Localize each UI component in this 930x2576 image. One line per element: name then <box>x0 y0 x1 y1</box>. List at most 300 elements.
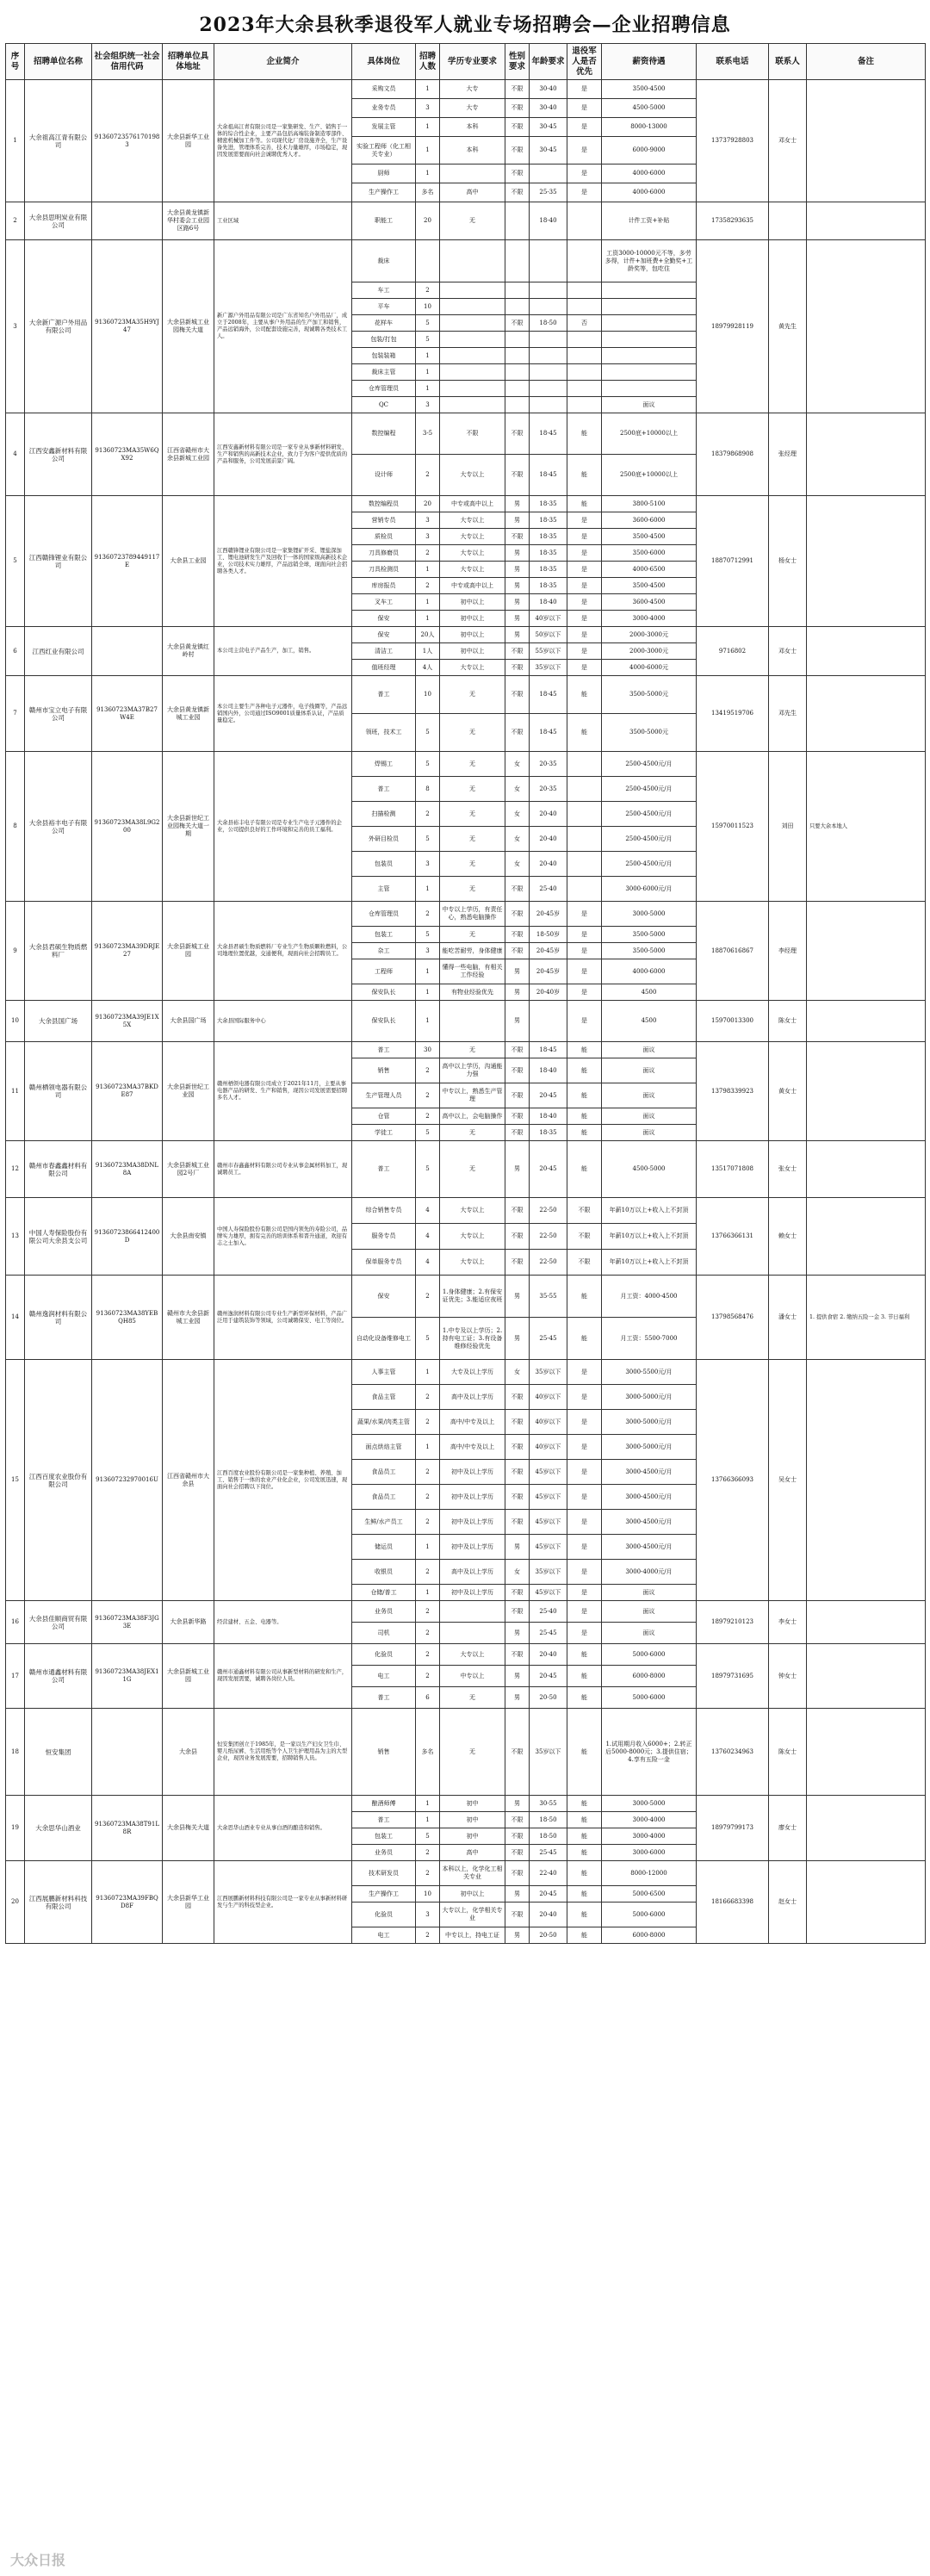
column-header: 招聘单位名称 <box>25 44 92 80</box>
job-title: 电工 <box>352 1666 416 1687</box>
remark <box>807 1644 926 1709</box>
education-requirement: 初中及以上学历 <box>440 1485 505 1510</box>
veteran-priority: 是 <box>567 1435 602 1460</box>
salary: 4000-6000 <box>602 164 697 183</box>
job-title: 厨师 <box>352 164 416 183</box>
veteran-priority: 是 <box>567 1001 602 1042</box>
headcount: 5 <box>416 332 440 348</box>
gender-requirement: 不限 <box>505 927 530 943</box>
company-intro: 本公司主要生产各种电子元器件，电子线圈等，产品远销国内外，公司通过ISO9001质量体系认证，产品质量稳定。 <box>214 676 352 752</box>
education-requirement: 初中以上 <box>440 627 505 643</box>
contact-name: 陈女士 <box>769 1001 807 1042</box>
remark <box>807 1601 926 1644</box>
company-intro: 赣州逸润材料有限公司专业生产新型环保材料，产品广泛用于建筑装饰等领域，公司诚聘保安、电工等岗位。 <box>214 1276 352 1360</box>
age-requirement: 30-55 <box>530 1796 567 1812</box>
gender-requirement: 不限 <box>505 1585 530 1601</box>
education-requirement: 初中以上 <box>440 1886 505 1903</box>
headcount: 20人 <box>416 627 440 643</box>
salary: 面议 <box>602 1042 697 1058</box>
gender-requirement: 不限 <box>505 943 530 959</box>
education-requirement: 大专以上，化学相关专业 <box>440 1903 505 1927</box>
veteran-priority: 是 <box>567 643 602 660</box>
contact-name: 杨女士 <box>769 496 807 627</box>
age-requirement: 30-40 <box>530 99 567 118</box>
veteran-priority: 是 <box>567 943 602 959</box>
job-title: 业务专员 <box>352 99 416 118</box>
age-requirement: 18-35 <box>530 562 567 578</box>
gender-requirement: 不限 <box>505 413 530 455</box>
veteran-priority: 是 <box>567 1623 602 1644</box>
headcount: 5 <box>416 927 440 943</box>
education-requirement <box>440 299 505 315</box>
remark <box>807 627 926 676</box>
veteran-priority: 能 <box>567 1042 602 1058</box>
headcount: 2 <box>416 1666 440 1687</box>
headcount: 4人 <box>416 660 440 676</box>
veteran-priority: 是 <box>567 80 602 99</box>
column-header: 招聘人数 <box>416 44 440 80</box>
job-title: 生产管理人员 <box>352 1083 416 1108</box>
salary: 面议 <box>602 1601 697 1623</box>
job-title: 发展主管 <box>352 118 416 137</box>
gender-requirement: 女 <box>505 752 530 777</box>
veteran-priority: 能 <box>567 1644 602 1666</box>
education-requirement: 中专以上，熟悉生产管理 <box>440 1083 505 1108</box>
age-requirement: 18-35 <box>530 496 567 512</box>
gender-requirement <box>505 332 530 348</box>
company-intro: 本公司主营电子产品生产，加工，销售。 <box>214 627 352 676</box>
company-name: 江西红业有限公司 <box>25 627 92 676</box>
veteran-priority <box>567 381 602 397</box>
headcount: 20 <box>416 202 440 240</box>
job-title: 普工 <box>352 777 416 802</box>
company-name: 大余县君硕生物质燃料厂 <box>25 902 92 1001</box>
company-name: 大余思华山酒业 <box>25 1796 92 1861</box>
company-address: 大余县黄龙镇新华村委会工业园区路6号 <box>163 202 214 240</box>
headcount: 1 <box>416 594 440 611</box>
age-requirement: 22-40 <box>530 1861 567 1886</box>
gender-requirement: 男 <box>505 1141 530 1198</box>
education-requirement: 懂得一些电脑，有相关工作经验 <box>440 959 505 984</box>
remark <box>807 80 926 202</box>
company-address: 大余县 <box>163 1709 214 1796</box>
contact-phone: 13737928803 <box>697 80 769 202</box>
age-requirement: 45岁以下 <box>530 1485 567 1510</box>
gender-requirement: 不限 <box>505 1042 530 1058</box>
headcount: 1 <box>416 80 440 99</box>
job-title: 保单服务专员 <box>352 1250 416 1276</box>
headcount: 2 <box>416 545 440 562</box>
veteran-priority: 是 <box>567 183 602 202</box>
headcount: 多名 <box>416 1709 440 1796</box>
education-requirement <box>440 315 505 332</box>
job-title: 清洁工 <box>352 643 416 660</box>
salary: 3000-5000元/月 <box>602 1385 697 1410</box>
veteran-priority: 能 <box>567 1812 602 1828</box>
table-header-row <box>6 44 926 80</box>
company-number: 12 <box>6 1141 25 1198</box>
salary: 4000-6000 <box>602 183 697 202</box>
company-name: 赣州市通鑫材料有限公司 <box>25 1644 92 1709</box>
job-title: 车工 <box>352 282 416 299</box>
veteran-priority: 是 <box>567 984 602 1001</box>
gender-requirement: 男 <box>505 594 530 611</box>
gender-requirement: 男 <box>505 1318 530 1360</box>
education-requirement: 大专以上 <box>440 529 505 545</box>
salary: 面议 <box>602 1058 697 1083</box>
veteran-priority: 能 <box>567 1141 602 1198</box>
contact-name: 刘田 <box>769 752 807 902</box>
age-requirement: 45岁以下 <box>530 1510 567 1535</box>
veteran-priority <box>567 777 602 802</box>
column-header: 企业简介 <box>214 44 352 80</box>
job-title: 保安队长 <box>352 1001 416 1042</box>
gender-requirement: 男 <box>505 1886 530 1903</box>
veteran-priority: 是 <box>567 1410 602 1435</box>
education-requirement: 有物业经验优先 <box>440 984 505 1001</box>
contact-name: 张经理 <box>769 413 807 496</box>
headcount: 1 <box>416 1585 440 1601</box>
gender-requirement: 不限 <box>505 1410 530 1435</box>
age-requirement: 40岁以下 <box>530 1385 567 1410</box>
veteran-priority: 能 <box>567 1666 602 1687</box>
company-name: 大余县思明炭业有限公司 <box>25 202 92 240</box>
company-number: 13 <box>6 1198 25 1276</box>
remark <box>807 413 926 496</box>
company-address: 大余县梅关大道 <box>163 1796 214 1861</box>
veteran-priority: 不限 <box>567 1198 602 1224</box>
company-address: 大余县新城工业园 <box>163 902 214 1001</box>
age-requirement: 35岁以下 <box>530 1709 567 1796</box>
credit-code: 91360723MA39FBQD8F <box>92 1861 163 1944</box>
age-requirement: 35岁以下 <box>530 660 567 676</box>
education-requirement: 高中/中专及以上 <box>440 1435 505 1460</box>
headcount: 30 <box>416 1042 440 1058</box>
table-row <box>6 202 926 240</box>
job-title: 数控编程 <box>352 413 416 455</box>
veteran-priority <box>567 332 602 348</box>
gender-requirement: 男 <box>505 959 530 984</box>
headcount: 2 <box>416 1460 440 1485</box>
education-requirement: 大专以上 <box>440 455 505 496</box>
education-requirement <box>440 282 505 299</box>
company-intro: 工业区域 <box>214 202 352 240</box>
contact-name: 吴女士 <box>769 1360 807 1601</box>
table-row <box>6 1861 926 1886</box>
salary: 3500-5000元 <box>602 676 697 714</box>
veteran-priority: 是 <box>567 562 602 578</box>
gender-requirement: 不限 <box>505 714 530 752</box>
education-requirement: 本科 <box>440 118 505 137</box>
job-title: 刀具检测员 <box>352 562 416 578</box>
contact-phone: 18379868908 <box>697 413 769 496</box>
salary: 6000-8000 <box>602 1666 697 1687</box>
education-requirement: 高中 <box>440 183 505 202</box>
contact-phone: 18979210123 <box>697 1601 769 1644</box>
salary <box>602 381 697 397</box>
job-title: 外研目检员 <box>352 827 416 852</box>
company-name: 江西安鑫新材料有限公司 <box>25 413 92 496</box>
job-title: 学徒工 <box>352 1125 416 1141</box>
age-requirement: 18-40 <box>530 1058 567 1083</box>
veteran-priority <box>567 827 602 852</box>
contact-phone: 13798568476 <box>697 1276 769 1360</box>
job-title: 业务员 <box>352 1601 416 1623</box>
age-requirement <box>530 364 567 381</box>
company-name: 大余县佳顺商贸有限公司 <box>25 1601 92 1644</box>
age-requirement: 35岁以下 <box>530 1560 567 1585</box>
job-title: 化验员 <box>352 1644 416 1666</box>
gender-requirement: 不限 <box>505 1644 530 1666</box>
headcount: 1 <box>416 1796 440 1812</box>
column-header: 联系人 <box>769 44 807 80</box>
company-number: 15 <box>6 1360 25 1601</box>
company-name: 赣州市宝立电子有限公司 <box>25 676 92 752</box>
company-address: 江西省赣州市大余县 <box>163 1360 214 1601</box>
education-requirement: 无 <box>440 752 505 777</box>
salary: 3000-4500元/月 <box>602 1535 697 1560</box>
education-requirement <box>440 381 505 397</box>
salary: 3000-5000 <box>602 1796 697 1812</box>
age-requirement: 20-45岁 <box>530 943 567 959</box>
education-requirement: 大专以上 <box>440 660 505 676</box>
veteran-priority: 是 <box>567 578 602 594</box>
credit-code: 91360723MA39JE1X5X <box>92 1001 163 1042</box>
contact-phone: 13760234963 <box>697 1709 769 1796</box>
salary: 8000-12000 <box>602 1861 697 1886</box>
veteran-priority: 能 <box>567 1828 602 1845</box>
job-title: 生产操作工 <box>352 1886 416 1903</box>
veteran-priority: 是 <box>567 660 602 676</box>
age-requirement: 18-45 <box>530 714 567 752</box>
age-requirement: 25-45 <box>530 1318 567 1360</box>
veteran-priority: 能 <box>567 496 602 512</box>
age-requirement: 20-40岁 <box>530 984 567 1001</box>
company-intro: 江西安鑫新材料有限公司是一家专业从事新材料研发、生产和销售的高新技术企业，致力于为客户提供优质的产品和服务，公司发展前景广阔。 <box>214 413 352 496</box>
gender-requirement <box>505 282 530 299</box>
veteran-priority: 是 <box>567 512 602 529</box>
education-requirement: 无 <box>440 202 505 240</box>
job-title: 采购文员 <box>352 80 416 99</box>
headcount: 1 <box>416 381 440 397</box>
remark <box>807 1001 926 1042</box>
table-row <box>6 676 926 714</box>
headcount: 5 <box>416 1141 440 1198</box>
table-row <box>6 1796 926 1812</box>
education-requirement <box>440 1601 505 1623</box>
headcount: 1 <box>416 1001 440 1042</box>
headcount: 3-5 <box>416 413 440 455</box>
table-row <box>6 496 926 512</box>
salary: 5000-6000 <box>602 1687 697 1709</box>
education-requirement: 无 <box>440 827 505 852</box>
company-address: 大余县黄龙镇红岭村 <box>163 627 214 676</box>
salary: 2500-4500元/月 <box>602 752 697 777</box>
remark <box>807 1861 926 1944</box>
gender-requirement: 不限 <box>505 529 530 545</box>
company-number: 18 <box>6 1709 25 1796</box>
column-header: 序号 <box>6 44 25 80</box>
job-title: 库房报员 <box>352 578 416 594</box>
remark: 1. 提供食宿 2. 缴纳五险一金 3. 节日福利 <box>807 1276 926 1360</box>
gender-requirement: 不限 <box>505 1198 530 1224</box>
veteran-priority: 能 <box>567 455 602 496</box>
age-requirement: 18-40 <box>530 594 567 611</box>
table-row <box>6 752 926 777</box>
salary: 3500-5000元 <box>602 714 697 752</box>
age-requirement: 55岁以下 <box>530 643 567 660</box>
gender-requirement: 女 <box>505 1560 530 1585</box>
age-requirement: 20-40 <box>530 827 567 852</box>
age-requirement: 18-45 <box>530 413 567 455</box>
contact-name: 黄先生 <box>769 240 807 413</box>
job-title: 裁床主管 <box>352 364 416 381</box>
education-requirement: 初中以上 <box>440 643 505 660</box>
job-title: 生产操作工 <box>352 183 416 202</box>
gender-requirement: 男 <box>505 545 530 562</box>
credit-code: 91360723MA38JEX11G <box>92 1644 163 1709</box>
headcount: 4 <box>416 1250 440 1276</box>
contact-name: 陈女士 <box>769 1709 807 1796</box>
company-address: 大余县国广场 <box>163 1001 214 1042</box>
credit-code: 91360723MA37B27W4E <box>92 676 163 752</box>
veteran-priority: 是 <box>567 1601 602 1623</box>
company-number: 16 <box>6 1601 25 1644</box>
veteran-priority: 能 <box>567 1058 602 1083</box>
headcount: 2 <box>416 1058 440 1083</box>
company-intro: 恒安集团创立于1985年，是一家以生产妇女卫生巾、婴儿纸尿裤、生活用纸等个人卫生护理用品为主的大型企业，现因业务发展需要，招聘销售人员。 <box>214 1709 352 1796</box>
salary: 2500-4500元/月 <box>602 777 697 802</box>
company-name: 中国人寿保险股份有限公司大余县支公司 <box>25 1198 92 1276</box>
table-row <box>6 1001 926 1042</box>
company-address: 大余县新华工业园 <box>163 1861 214 1944</box>
job-title: 包装/打包 <box>352 332 416 348</box>
credit-code: 91360723MA39DRJE27 <box>92 902 163 1001</box>
veteran-priority: 能 <box>567 1687 602 1709</box>
salary: 年薪10万以上+收入上不封顶 <box>602 1224 697 1250</box>
veteran-priority: 是 <box>567 137 602 164</box>
veteran-priority: 能 <box>567 1903 602 1927</box>
company-number: 3 <box>6 240 25 413</box>
salary: 2500-4500元/月 <box>602 852 697 877</box>
company-number: 19 <box>6 1796 25 1861</box>
veteran-priority: 是 <box>567 627 602 643</box>
gender-requirement: 不限 <box>505 660 530 676</box>
age-requirement: 18-40 <box>530 1108 567 1125</box>
company-number: 7 <box>6 676 25 752</box>
veteran-priority: 是 <box>567 927 602 943</box>
salary: 面议 <box>602 1083 697 1108</box>
age-requirement <box>530 381 567 397</box>
veteran-priority: 能 <box>567 676 602 714</box>
contact-phone: 18979731695 <box>697 1644 769 1709</box>
salary: 4500-5000 <box>602 99 697 118</box>
salary: 3000-4500元/月 <box>602 1460 697 1485</box>
education-requirement <box>440 1623 505 1644</box>
column-header: 联系电话 <box>697 44 769 80</box>
age-requirement: 18-35 <box>530 578 567 594</box>
headcount: 5 <box>416 714 440 752</box>
education-requirement <box>440 164 505 183</box>
remark <box>807 496 926 627</box>
salary <box>602 299 697 315</box>
salary: 4000-6000元 <box>602 660 697 676</box>
salary <box>602 332 697 348</box>
veteran-priority: 是 <box>567 1560 602 1585</box>
headcount: 2 <box>416 902 440 927</box>
headcount: 4 <box>416 1224 440 1250</box>
age-requirement <box>530 1001 567 1042</box>
table-row <box>6 413 926 455</box>
gender-requirement: 男 <box>505 578 530 594</box>
contact-name <box>769 202 807 240</box>
job-title: 实验工程师（化工相关专业） <box>352 137 416 164</box>
contact-phone: 18166683398 <box>697 1861 769 1944</box>
gender-requirement: 不限 <box>505 80 530 99</box>
age-requirement: 25-35 <box>530 183 567 202</box>
job-title: 电工 <box>352 1927 416 1944</box>
job-title: 普工 <box>352 1141 416 1198</box>
veteran-priority <box>567 852 602 877</box>
age-requirement: 18-45 <box>530 455 567 496</box>
headcount: 1 <box>416 1360 440 1385</box>
education-requirement: 无 <box>440 802 505 827</box>
job-title: 质检员 <box>352 529 416 545</box>
company-name: 江西展鹏新材料科技有限公司 <box>25 1861 92 1944</box>
education-requirement: 中专或高中以上 <box>440 496 505 512</box>
gender-requirement: 不限 <box>505 676 530 714</box>
company-name: 江西赣锋锂业有限公司 <box>25 496 92 627</box>
education-requirement <box>440 1001 505 1042</box>
credit-code <box>92 627 163 676</box>
gender-requirement: 不限 <box>505 1845 530 1861</box>
headcount: 1 <box>416 611 440 627</box>
headcount: 1 <box>416 1535 440 1560</box>
age-requirement: 18-35 <box>530 545 567 562</box>
job-title: 司机 <box>352 1623 416 1644</box>
headcount: 5 <box>416 1318 440 1360</box>
salary: 3600-4500 <box>602 594 697 611</box>
salary: 3000-5000 <box>602 902 697 927</box>
headcount: 1 <box>416 1812 440 1828</box>
company-address: 大余县新世纪工业园梅关大道一期 <box>163 752 214 902</box>
company-number: 10 <box>6 1001 25 1042</box>
remark <box>807 1042 926 1141</box>
company-address: 大余县新城工业园梅关大道 <box>163 240 214 413</box>
age-requirement: 18-40 <box>530 202 567 240</box>
column-header: 招聘单位具体地址 <box>163 44 214 80</box>
salary: 5000-6000 <box>602 1903 697 1927</box>
age-requirement: 30-45 <box>530 118 567 137</box>
job-title: 食品员工 <box>352 1460 416 1485</box>
age-requirement: 45岁以下 <box>530 1460 567 1485</box>
education-requirement: 初中 <box>440 1812 505 1828</box>
age-requirement: 50岁以下 <box>530 627 567 643</box>
contact-name: 李女士 <box>769 1601 807 1644</box>
education-requirement: 无 <box>440 1687 505 1709</box>
gender-requirement: 不限 <box>505 455 530 496</box>
gender-requirement: 不限 <box>505 1601 530 1623</box>
company-name: 大余新广源户外用品有限公司 <box>25 240 92 413</box>
age-requirement <box>530 299 567 315</box>
age-requirement: 18-45 <box>530 1042 567 1058</box>
education-requirement: 初中及以上学历 <box>440 1460 505 1485</box>
company-name: 赣州市春鑫鑫材料有限公司 <box>25 1141 92 1198</box>
education-requirement: 无 <box>440 927 505 943</box>
veteran-priority: 是 <box>567 611 602 627</box>
age-requirement: 20-45 <box>530 1886 567 1903</box>
gender-requirement: 不限 <box>505 643 530 660</box>
